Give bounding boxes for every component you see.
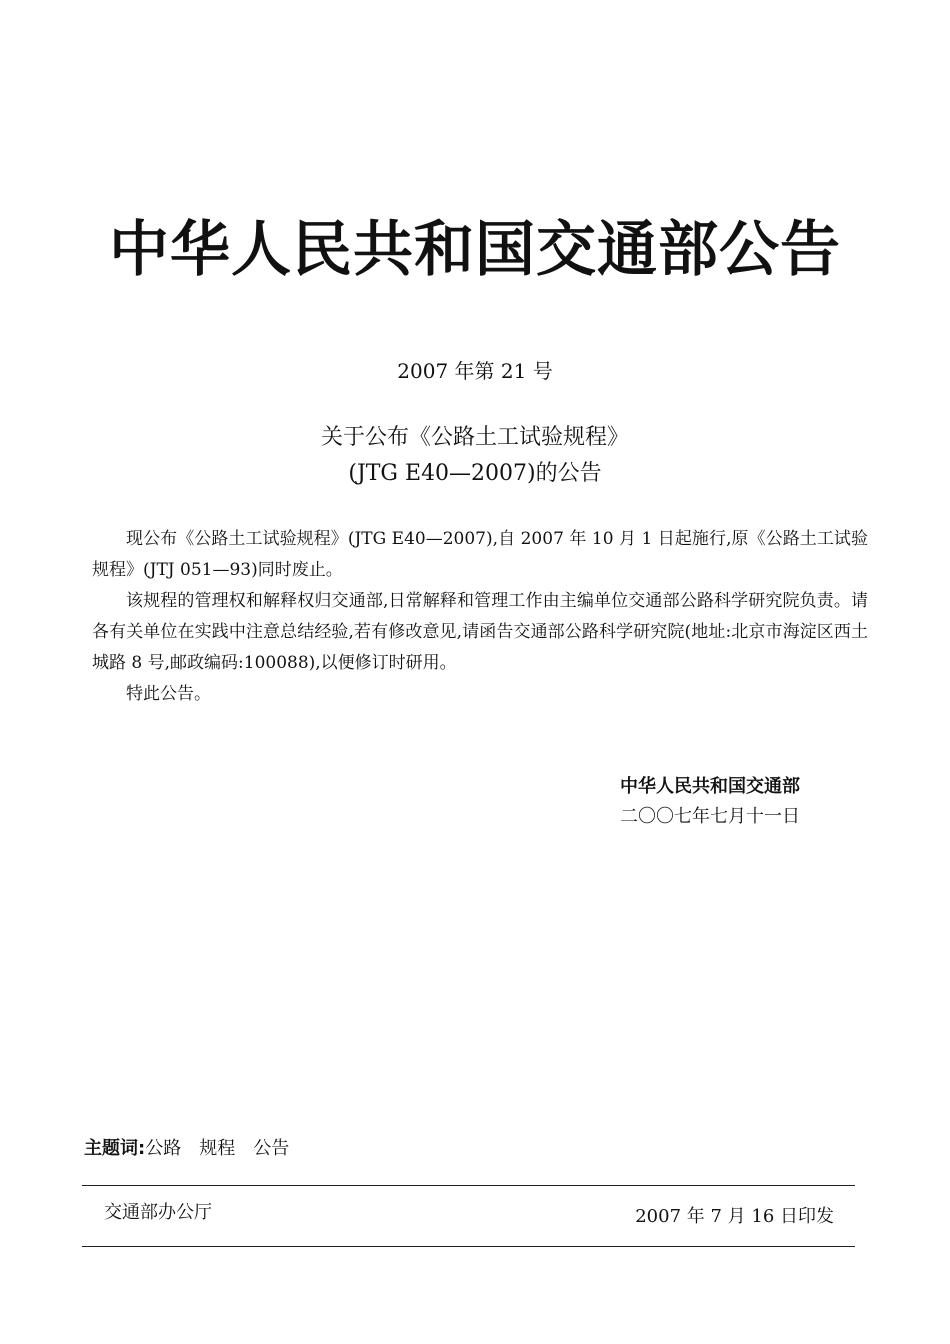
keyword-item: 公路	[145, 1138, 182, 1159]
signature-block	[620, 772, 800, 832]
page-title: 中华人民共和国交通部公告	[109, 215, 841, 285]
keyword-item: 规程	[199, 1138, 236, 1159]
footer-print-date: 2007 年 7 月 16 日印发	[635, 1206, 834, 1227]
footer-issuer: 交通部办公厅	[104, 1202, 212, 1223]
signature-date: 二〇〇七年七月十一日	[620, 806, 800, 827]
signature-organization: 中华人民共和国交通部	[620, 776, 800, 797]
footer-divider-top	[82, 1185, 855, 1186]
footer-divider-bottom	[82, 1246, 855, 1247]
document-number: 2007 年第 21 号	[397, 359, 553, 383]
notice-title-line-1: 关于公布《公路土工试验规程》	[320, 425, 629, 450]
body-paragraph-1: 现公布《公路土工试验规程》(JTG E40—2007),自 2007 年 10 月 1 日起施行,原《公路土工试验规程》(JTJ 051—93)同时废止。	[92, 529, 868, 580]
keyword-item: 公告	[253, 1138, 290, 1159]
notice-title-line-2: (JTG E40—2007)的公告	[348, 461, 602, 486]
notice-body	[92, 524, 868, 710]
body-paragraph-3: 特此公告。	[126, 684, 211, 704]
keywords-line	[84, 1134, 307, 1164]
keywords-label: 主题词:	[84, 1138, 146, 1159]
body-paragraph-2: 该规程的管理权和解释权归交通部,日常解释和管理工作由主编单位交通部公路科学研究院负责。请各有关单位在实践中注意总结经验,若有修改意见,请函告交通部公路科学研究院(地址:北京市海淀区西土城路 8 号,邮政编码:100088),以便修订时研用。	[92, 591, 868, 673]
